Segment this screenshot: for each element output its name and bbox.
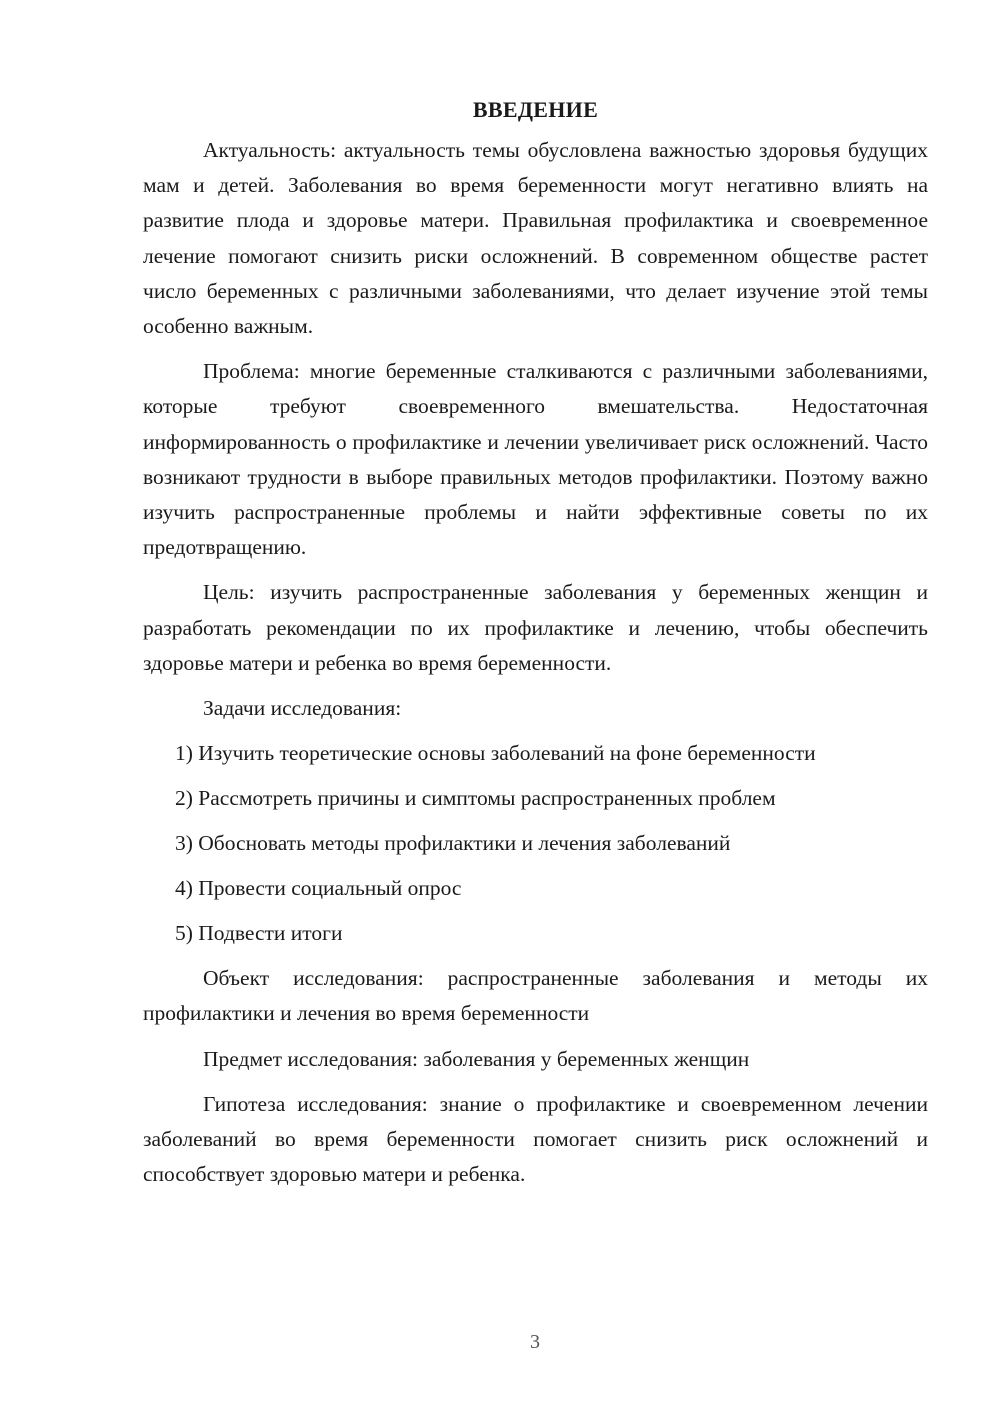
paragraph-problem: Проблема: многие беременные сталкиваются с различными заболеваниями, которые требуют своевременного вмешательства. Недостаточная информированность о профилактике и лечении увеличивает риск осложнений. Часто возникают трудности в выборе правильных методов профилактики. Поэтому важно изучить распространенные проблемы и найти эффективные советы по их предотвращению. [143, 359, 928, 560]
tasks-list [143, 736, 928, 951]
task-item-2: 2) Рассмотреть причины и симптомы распространенных проблем [175, 786, 776, 811]
document-title: ВВЕДЕНИЕ [472, 97, 599, 122]
paragraph-relevance: Актуальность: актуальность темы обусловлена важностью здоровья будущих мам и детей. Заболевания во время беременности могут негативно влиять на развитие плода и здоровье матери. Правильная профилактика и своевременное лечение помогают снизить риски осложнений. В современном обществе растет число беременных с различными заболеваниями, что делает изучение этой темы особенно важным. [143, 138, 928, 339]
tasks-heading: Задачи исследования: [203, 696, 402, 721]
task-item-4: 4) Провести социальный опрос [175, 876, 462, 901]
paragraph-hypothesis: Гипотеза исследования: знание о профилактике и своевременном лечении заболеваний во время беременности помогает снизить риск осложнений и способствует здоровью матери и ребенка. [143, 1091, 928, 1187]
paragraph-goal: Цель: изучить распространенные заболевания у беременных женщин и разработать рекомендации по их профилактике и лечению, чтобы обеспечить здоровье матери и ребенка во время беременности. [143, 580, 928, 675]
document-page [143, 92, 928, 1202]
paragraph-subject: Предмет исследования: заболевания у беременных женщин [203, 1046, 750, 1071]
task-item-1: 1) Изучить теоретические основы заболеваний на фоне беременности [175, 741, 816, 766]
task-item-3: 3) Обосновать методы профилактики и лечения заболеваний [175, 831, 731, 856]
page-number: 3 [530, 1331, 540, 1353]
task-item-5: 5) Подвести итоги [175, 921, 343, 946]
paragraph-object: Объект исследования: распространенные заболевания и методы их профилактики и лечения во время беременности [143, 966, 928, 1026]
